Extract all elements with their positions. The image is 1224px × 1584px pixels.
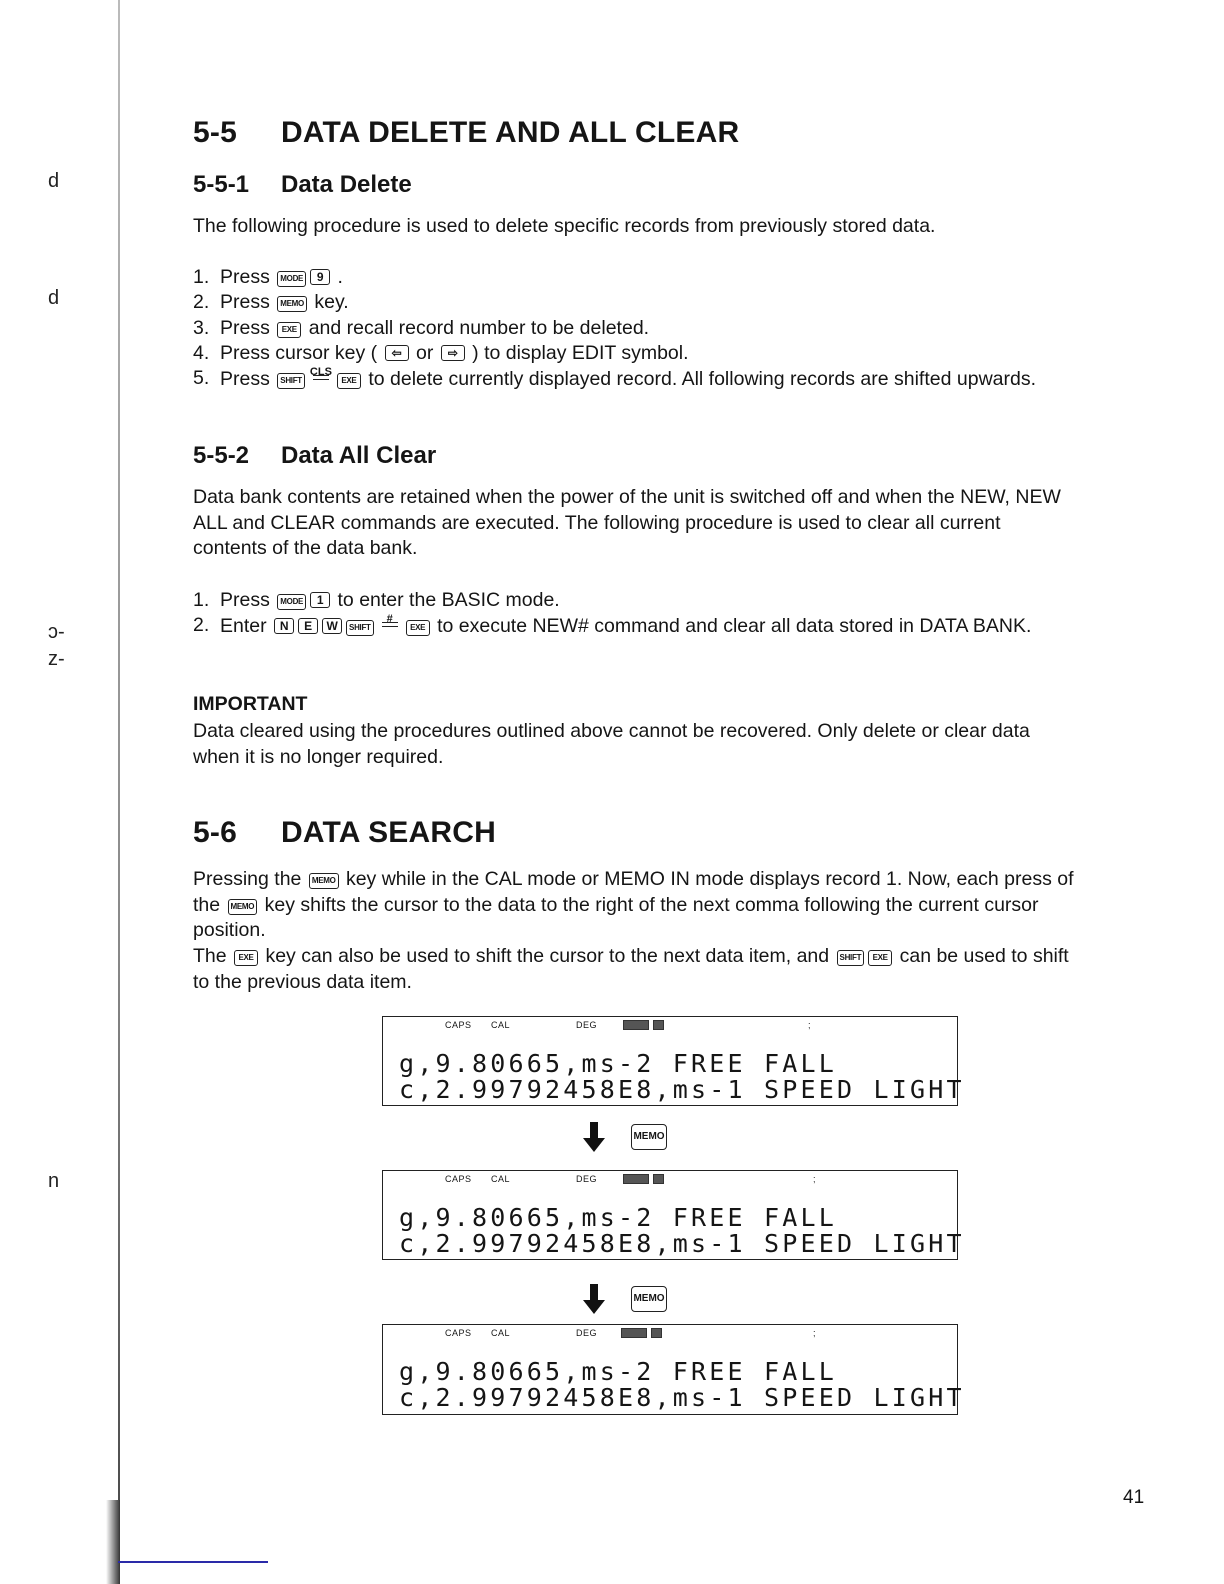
step-text: .: [337, 266, 343, 288]
margin-mark: ɔ-: [48, 621, 65, 643]
exe-key-icon: EXE: [406, 620, 430, 636]
step-text: Press: [220, 266, 270, 288]
data-delete-steps: [193, 265, 1078, 392]
lcd-display-3: [382, 1324, 965, 1415]
step-number: 4.: [193, 341, 210, 364]
down-arrow-icon: [583, 1122, 605, 1152]
semicolon-indicator: ;: [813, 1174, 817, 1184]
one-key-icon: 1: [310, 592, 330, 608]
deg-indicator: DEG: [576, 1020, 598, 1030]
binding-shadow: [106, 1500, 120, 1584]
lcd-line-1: g,9.80665,ms-2 FREE FALL: [399, 1049, 838, 1078]
semicolon-indicator: ;: [813, 1328, 817, 1338]
step-text: or: [415, 341, 434, 364]
e-key-icon: E: [298, 618, 318, 634]
exe-key-icon: EXE: [868, 950, 892, 966]
lcd-display-1: [382, 1016, 965, 1106]
memo-key-icon: MEMO: [277, 296, 307, 312]
lcd-line-1: g,9.80665,ms-2 FREE FALL: [399, 1357, 838, 1386]
step-item: [193, 588, 1078, 613]
cursor-left-key-icon: ⇦: [385, 345, 409, 361]
text-run: key can also be used to shift the cursor to the next data item, and: [265, 945, 830, 967]
important-title: IMPORTANT: [193, 693, 308, 715]
step-text: to execute NEW# command and clear all data stored in DATA BANK.: [437, 615, 1032, 638]
step-item: [193, 316, 1078, 341]
memo-indicator-icon: [623, 1020, 649, 1030]
data-delete-intro: The following procedure is used to delete specific records from previously stored data.: [193, 215, 936, 237]
exe-key-icon: EXE: [234, 950, 258, 966]
step-text: key.: [314, 291, 349, 314]
caps-indicator: CAPS: [445, 1174, 472, 1184]
step-text: to delete currently displayed record. All following records are shifted upwards.: [368, 368, 1037, 391]
shift-key-icon: SHIFT: [346, 620, 374, 636]
hash-label: #: [386, 613, 393, 626]
mode-key-icon: MODE: [277, 594, 306, 610]
data-search-paragraph-1: [193, 867, 1078, 944]
step-text: Press: [220, 589, 270, 611]
text-run: The: [193, 945, 227, 967]
cursor-right-key-icon: ⇨: [441, 345, 465, 361]
subsection-title: Data Delete: [281, 171, 412, 198]
step-text: Press: [220, 291, 270, 314]
step-number: 1.: [193, 589, 210, 611]
step-text: Press: [220, 368, 270, 391]
deg-indicator: DEG: [576, 1328, 598, 1338]
text-run: can be used to shift to the previous data item.: [193, 945, 1069, 993]
in-indicator-icon: [651, 1328, 662, 1338]
lcd-line-2: c,2.99792458E8,ms-1 SPEED LIGHT: [399, 1229, 965, 1258]
caps-indicator: CAPS: [445, 1328, 472, 1338]
step-text: Enter: [220, 615, 267, 638]
step-text: Press: [220, 316, 270, 339]
step-item: [193, 613, 1078, 639]
cal-indicator: CAL: [491, 1328, 511, 1338]
step-number: 3.: [193, 316, 210, 339]
step-text: Press cursor key (: [220, 341, 378, 364]
memo-key-icon: MEMO: [228, 899, 258, 915]
step-text: ) to display EDIT symbol.: [472, 341, 689, 364]
data-search-paragraph-2: [193, 944, 1078, 995]
memo-indicator-icon: [623, 1174, 649, 1184]
hash-function-icon: [379, 613, 401, 635]
cls-function-icon: [310, 366, 332, 388]
w-key-icon: W: [322, 618, 342, 634]
exe-key-icon: EXE: [337, 373, 361, 389]
down-arrow-icon: [583, 1284, 605, 1314]
page-number: 41: [1123, 1487, 1145, 1508]
subsection-number: 5-5-1: [193, 171, 250, 198]
text-run: key shifts the cursor to the data to the right of the next comma following the current cursor position.: [193, 893, 1039, 941]
step-text: to enter the BASIC mode.: [337, 589, 560, 611]
section-number: 5-6: [193, 816, 237, 849]
subsection-number: 5-5-2: [193, 442, 250, 469]
nine-key-icon: 9: [310, 269, 330, 285]
exe-key-icon: EXE: [277, 322, 301, 338]
section-title: DATA DELETE AND ALL CLEAR: [281, 116, 740, 149]
step-text: and recall record number to be deleted.: [308, 316, 650, 339]
step-number: 2.: [193, 291, 210, 314]
memo-key-icon: MEMO: [631, 1286, 667, 1312]
data-all-clear-steps: [193, 588, 1078, 640]
binding-edge: [118, 0, 120, 1584]
deg-indicator: DEG: [576, 1174, 598, 1184]
section-heading-5-6: [193, 816, 496, 850]
memo-key-icon: MEMO: [631, 1124, 667, 1150]
shift-key-icon: SHIFT: [277, 373, 305, 389]
in-indicator-icon: [653, 1174, 664, 1184]
text-run: key while in the CAL mode or MEMO IN mode displays record 1. Now, each press of the: [193, 868, 1074, 916]
text-run: Pressing the: [193, 868, 302, 890]
step-item: [193, 290, 1078, 315]
margin-mark: d: [48, 287, 60, 309]
mode-key-icon: MODE: [277, 271, 306, 287]
lcd-line-2: c,2.99792458E8,ms-1 SPEED LIGHT: [399, 1075, 965, 1104]
subsection-heading-5-5-2: [193, 442, 436, 470]
caps-indicator: CAPS: [445, 1020, 472, 1030]
step-number: 1.: [193, 266, 210, 288]
lcd-line-1: g,9.80665,ms-2 FREE FALL: [399, 1203, 838, 1232]
cal-indicator: CAL: [491, 1174, 511, 1184]
shift-key-icon: SHIFT: [837, 950, 865, 966]
in-indicator-icon: [653, 1020, 664, 1030]
section-title: DATA SEARCH: [281, 816, 496, 849]
important-text: Data cleared using the procedures outlined above cannot be recovered. Only delete or clear data when it is no longer required.: [193, 720, 1030, 768]
margin-mark: d: [48, 170, 60, 192]
lcd-display-2: [382, 1170, 965, 1260]
n-key-icon: N: [274, 618, 294, 634]
step-number: 2.: [193, 614, 210, 637]
data-all-clear-intro: Data bank contents are retained when the power of the unit is switched off and when the NEW, NEW ALL and CLEAR commands are executed. The following procedure is used to clear all current contents of the data bank.: [193, 486, 1061, 559]
section-heading-5-5: [193, 116, 739, 150]
memo-key-icon: MEMO: [309, 873, 339, 889]
binding-foot-line: [118, 1561, 268, 1563]
memo-indicator-icon: [621, 1328, 647, 1338]
margin-mark: z-: [48, 648, 65, 670]
cal-indicator: CAL: [491, 1020, 511, 1030]
cls-label: CLS: [309, 366, 332, 379]
step-item: [193, 265, 1078, 290]
lcd-line-2: c,2.99792458E8,ms-1 SPEED LIGHT: [399, 1383, 965, 1412]
step-number: 5.: [193, 367, 210, 390]
margin-mark: n: [48, 1170, 60, 1192]
subsection-title: Data All Clear: [281, 442, 437, 469]
subsection-heading-5-5-1: [193, 171, 412, 199]
section-number: 5-5: [193, 116, 237, 149]
step-item: [193, 366, 1078, 392]
semicolon-indicator: ;: [808, 1020, 812, 1030]
